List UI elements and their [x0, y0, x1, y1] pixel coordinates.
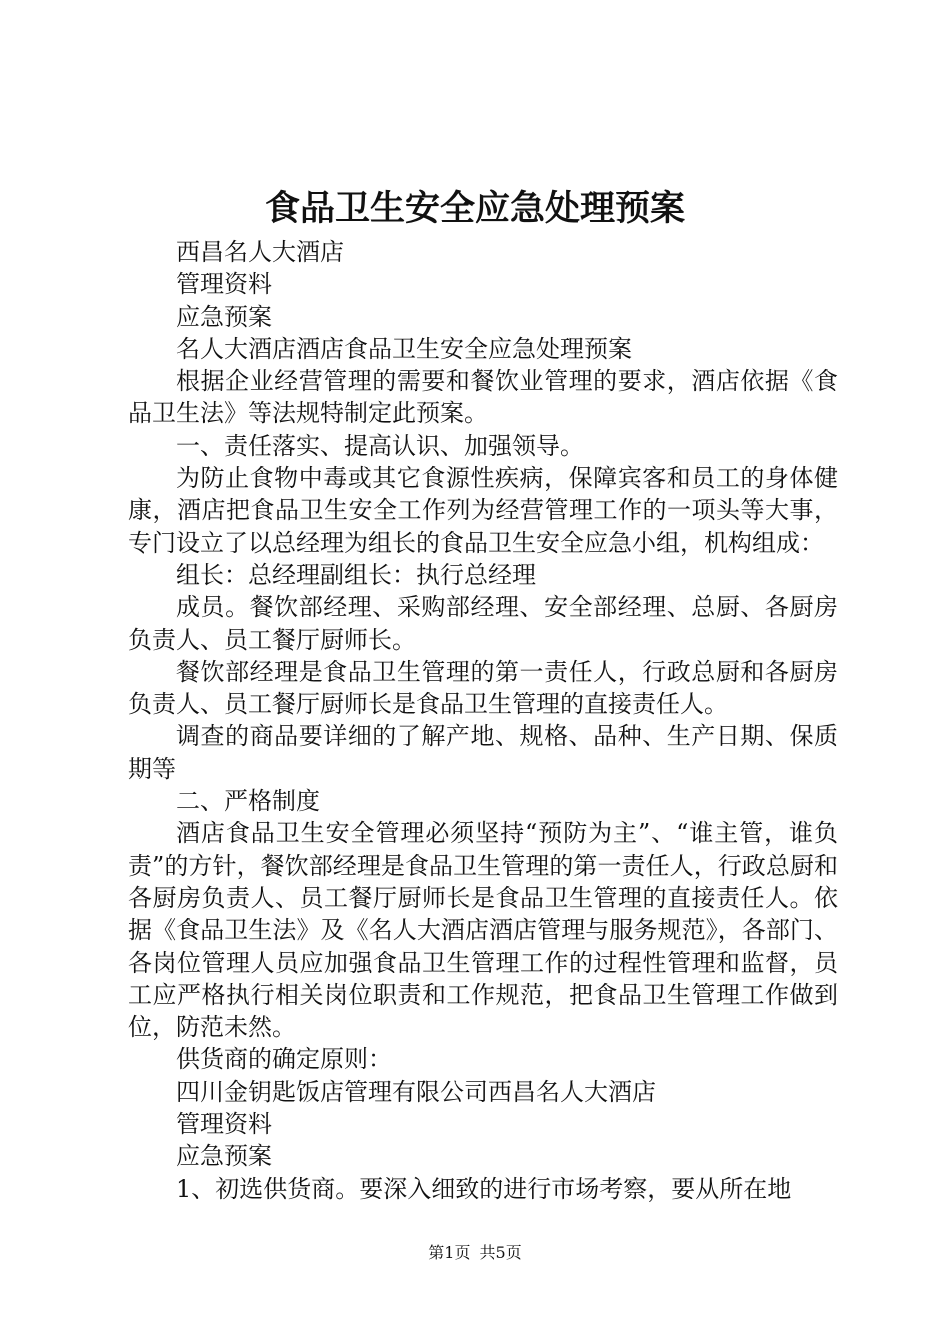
paragraph: 应急预案: [176, 1142, 272, 1171]
paragraph: 西昌名人大酒店: [176, 238, 344, 266]
paragraph: 应急预案: [176, 302, 272, 331]
section-heading: 一、责任落实、提高认识、加强领导。: [176, 431, 584, 460]
paragraph: 名人大酒店酒店食品卫生安全应急处理预案: [176, 334, 632, 363]
document-title: 食品卫生安全应急处理预案: [264, 188, 685, 229]
paragraph: 根据企业经营管理的需要和餐饮业管理的要求，酒店依据《食品卫生法》等法规特制定此预案。: [128, 367, 838, 428]
section-heading: 二、严格制度: [176, 787, 320, 816]
paragraph: 四川金钥匙饭店管理有限公司西昌名人大酒店: [176, 1077, 656, 1106]
paragraph: 供货商的确定原则：: [176, 1045, 392, 1074]
paragraph: 餐饮部经理是食品卫生管理的第一责任人，行政总厨和各厨房负责人、员工餐厅厨师长是食品卫生管理的直接责任人。: [128, 657, 838, 719]
paragraph: 调查的商品要详细的了解产地、规格、品种、生产日期、保质期等: [128, 722, 838, 783]
paragraph: 组长：总经理副组长：执行总经理: [176, 560, 536, 589]
page-number: 第1页: [428, 1243, 471, 1262]
paragraph: 为防止食物中毒或其它食源性疾病，保障宾客和员工的身体健康，酒店把食品卫生安全工作列为经营管理工作的一项头等大事，专门设立了以总经理为组长的食品卫生安全应急小组，机构组成：: [128, 464, 838, 557]
paragraph: 成员。餐饮部经理、采购部经理、安全部经理、总厨、各厨房负责人、员工餐厅厨师长。: [128, 593, 838, 654]
paragraph: 管理资料: [176, 270, 272, 299]
paragraph: 管理资料: [176, 1110, 272, 1139]
page-total: 共5页: [479, 1243, 522, 1262]
document-body: [128, 236, 838, 1205]
paragraph: 1、初选供货商。要深入细致的进行市场考察，要从所在地: [176, 1174, 792, 1203]
paragraph: 酒店食品卫生安全管理必须坚持“预防为主”、“谁主管，谁负责”的方针，餐饮部经理是食品卫生管理的第一责任人，行政总厨和各厨房负责人、员工餐厅厨师长是食品卫生管理的直接责任人。依据《食品卫生法》及《名人大酒店酒店管理与服务规范》，各部门、各岗位管理人员应加强食品卫生管理工作的过程性管理和监督，员工应严格执行相关岗位职责和工作规范，把食品卫生管理工作做到位，防范未然。: [128, 819, 838, 1042]
page-footer: [0, 1243, 950, 1263]
